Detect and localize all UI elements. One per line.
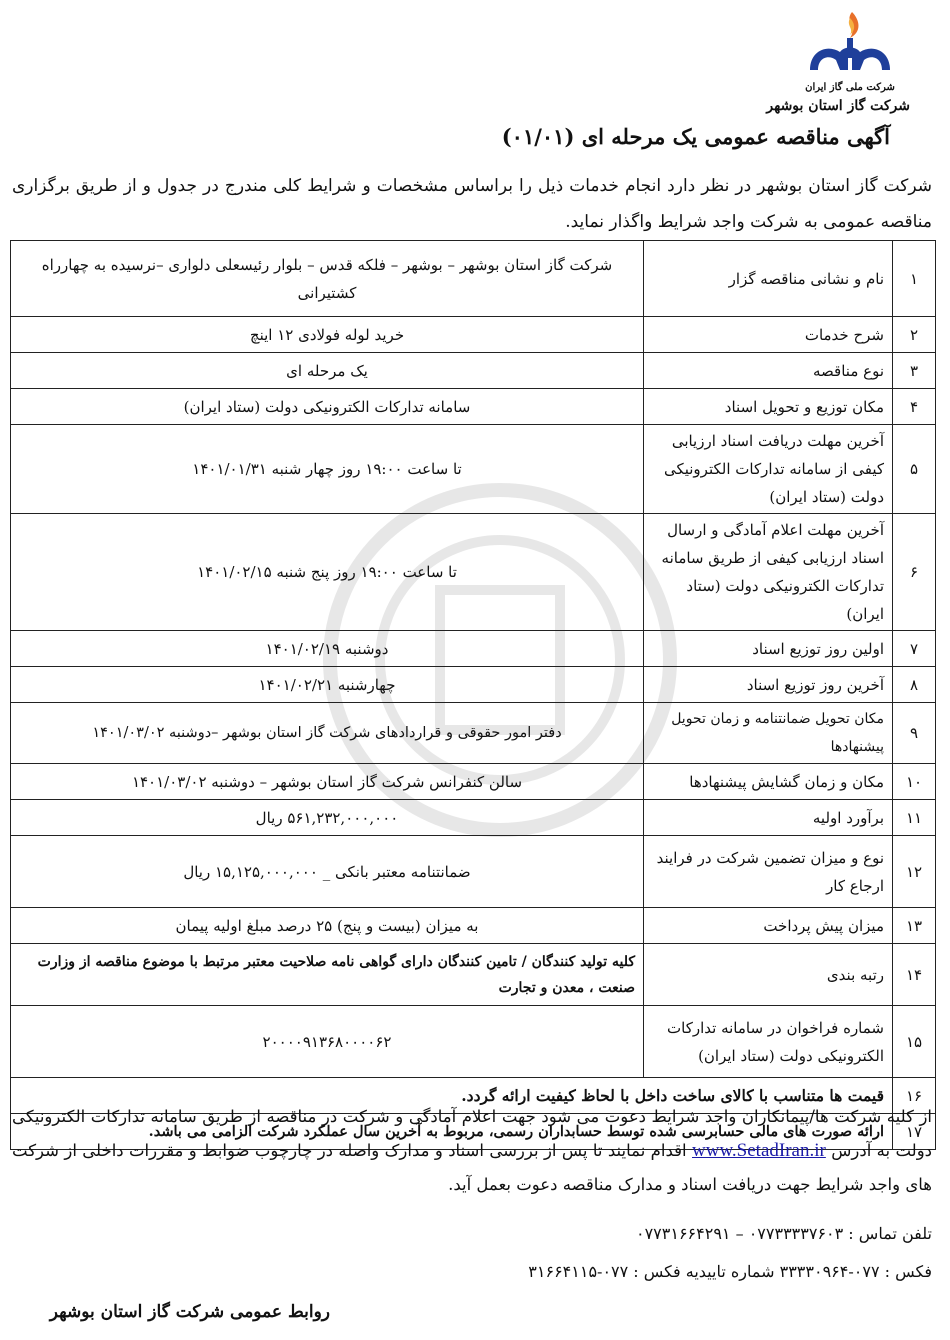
row-number: ۱۰ bbox=[893, 764, 936, 800]
row-number: ۱۳ bbox=[893, 908, 936, 944]
invitation-text-2: اقدام نمایند تا پس از بررسی اسناد و مدارک واصله در چارچوب ضوابط و مقررات داخلی از شرکت های واجد شرایط جهت دریافت اسناد و مدارک مناقصه دعوت بعمل آید. bbox=[12, 1141, 932, 1194]
row-value: کلیه تولید کنندگان / تامین کنندگان دارای گواهی نامه صلاحیت معتبر مرتبط با موضوع مناقصه از وزارت صنعت ، معدن و تجارت bbox=[11, 944, 644, 1006]
table-row bbox=[11, 631, 936, 667]
row-number: ۱۱ bbox=[893, 800, 936, 836]
row-label: اولین روز توزیع اسناد bbox=[644, 631, 893, 667]
table-row bbox=[11, 1006, 936, 1078]
row-note: قیمت ها متناسب با کالای ساخت داخل با لحاظ کیفیت ارائه گردد. bbox=[11, 1078, 893, 1114]
row-label: رتبه بندی bbox=[644, 944, 893, 1006]
row-value: خرید لوله فولادی ۱۲ اینچ bbox=[11, 317, 644, 353]
row-label: آخرین مهلت دریافت اسناد ارزیابی کیفی از سامانه تدارکات الکترونیکی دولت (ستاد ایران) bbox=[644, 425, 893, 514]
table-row bbox=[11, 317, 936, 353]
row-label: نام و نشانی مناقصه گزار bbox=[644, 241, 893, 317]
row-number: ۱۴ bbox=[893, 944, 936, 1006]
row-value: دفتر امور حقوقی و قراردادهای شرکت گاز استان بوشهر –دوشنبه ۱۴۰۱/۰۳/۰۲ bbox=[11, 703, 644, 764]
row-label: شماره فراخوان در سامانه تدارکات الکترونیکی دولت (ستاد ایران) bbox=[644, 1006, 893, 1078]
national-iranian-gas-company-logo bbox=[800, 8, 900, 88]
row-value: ۲۰۰۰۰۹۱۳۶۸۰۰۰۰۶۲ bbox=[11, 1006, 644, 1078]
row-number: ۱۵ bbox=[893, 1006, 936, 1078]
row-value: تا ساعت ۱۹:۰۰ روز پنج شنبه ۱۴۰۱/۰۲/۱۵ bbox=[11, 514, 644, 631]
table-row bbox=[11, 908, 936, 944]
row-label: نوع و میزان تضمین شرکت در فرایند ارجاع کار bbox=[644, 836, 893, 908]
row-number: ۷ bbox=[893, 631, 936, 667]
row-number: ۹ bbox=[893, 703, 936, 764]
row-value: یک مرحله ای bbox=[11, 353, 644, 389]
row-note: ارائه صورت های مالی حسابرسی شده توسط حسابداران رسمی، مربوط به آخرین سال عملکرد شرکت الزامی می باشد. bbox=[11, 1114, 893, 1150]
row-number: ۳ bbox=[893, 353, 936, 389]
public-relations-signature: روابط عمومی شرکت گاز استان بوشهر bbox=[49, 1302, 330, 1322]
row-label: مکان توزیع و تحویل اسناد bbox=[644, 389, 893, 425]
table-row bbox=[11, 703, 936, 764]
row-number: ۸ bbox=[893, 667, 936, 703]
row-label: مکان تحویل ضمانتنامه و زمان تحویل پیشنهادها bbox=[644, 703, 893, 764]
row-label: نوع مناقصه bbox=[644, 353, 893, 389]
table-row bbox=[11, 353, 936, 389]
table-row bbox=[11, 800, 936, 836]
phone-line: تلفن تماس : ۰۷۷۳۳۳۳۷۶۰۳ – ۰۷۷۳۱۶۶۴۲۹۱ bbox=[635, 1224, 932, 1243]
invitation-text-1: از کلیه شرکت ها/پیمانکاران واجد شرایط دعوت می شود جهت اعلام آمادگی و شرکت در مناقصه از طریق سامانه تدارکات الکترونیکی دولت به آدرس bbox=[12, 1107, 933, 1160]
row-value: تا ساعت ۱۹:۰۰ روز چهار شنبه ۱۴۰۱/۰۱/۳۱ bbox=[11, 425, 644, 514]
row-value: چهارشنبه ۱۴۰۱/۰۲/۲۱ bbox=[11, 667, 644, 703]
row-number: ۱۲ bbox=[893, 836, 936, 908]
row-number: ۱۷ bbox=[893, 1114, 936, 1150]
row-label: آخرین مهلت اعلام آمادگی و ارسال اسناد ارزیابی کیفی از طریق سامانه تدارکات الکترونیکی دولت (ستاد ایران) bbox=[644, 514, 893, 631]
logo-caption: شرکت ملی گاز ایران bbox=[805, 82, 895, 93]
table-row bbox=[11, 667, 936, 703]
fax-line: فکس : ۰۷۷-۳۳۳۳۰۹۶۴ شماره تاییدیه فکس : ۰۷۷-۳۱۶۶۴۱۱۵ bbox=[528, 1262, 932, 1281]
invitation-paragraph bbox=[12, 1100, 932, 1202]
row-number: ۱۶ bbox=[893, 1078, 936, 1114]
row-value: دوشنبه ۱۴۰۱/۰۲/۱۹ bbox=[11, 631, 644, 667]
table-row bbox=[11, 425, 936, 514]
setad-iran-link[interactable]: www.SetadIran.ir bbox=[692, 1140, 826, 1161]
row-value: شرکت گاز استان بوشهر – بوشهر – فلکه قدس – بلوار رئیسعلی دلواری –نرسیده به چهارراه کشتیرانی bbox=[11, 241, 644, 317]
intro-paragraph: شرکت گاز استان بوشهر در نظر دارد انجام خدمات ذیل را براساس مشخصات و شرایط کلی مندرج در جدول و از طریق برگزاری مناقصه عمومی به شرکت واجد شرایط واگذار نماید. bbox=[12, 176, 932, 232]
row-number: ۵ bbox=[893, 425, 936, 514]
tender-details-table bbox=[10, 240, 936, 1150]
row-value: ضمانتنامه معتبر بانکی _ ۱۵,۱۲۵,۰۰۰,۰۰۰ ریال bbox=[11, 836, 644, 908]
table-row bbox=[11, 764, 936, 800]
table-row bbox=[11, 944, 936, 1006]
table-row bbox=[11, 241, 936, 317]
table-row bbox=[11, 514, 936, 631]
row-value: سامانه تدارکات الکترونیکی دولت (ستاد ایران) bbox=[11, 389, 644, 425]
row-number: ۱ bbox=[893, 241, 936, 317]
row-label: آخرین روز توزیع اسناد bbox=[644, 667, 893, 703]
row-number: ۶ bbox=[893, 514, 936, 631]
row-value: ۵۶۱,۲۳۲,۰۰۰,۰۰۰ ریال bbox=[11, 800, 644, 836]
company-name: شرکت گاز استان بوشهر bbox=[766, 98, 910, 114]
row-number: ۴ bbox=[893, 389, 936, 425]
table-row bbox=[11, 389, 936, 425]
row-label: میزان پیش پرداخت bbox=[644, 908, 893, 944]
row-label: شرح خدمات bbox=[644, 317, 893, 353]
row-number: ۲ bbox=[893, 317, 936, 353]
page-title: آگهی مناقصه عمومی یک مرحله ای (۰۱/۰۱) bbox=[501, 124, 890, 149]
row-label: مکان و زمان گشایش پیشنهادها bbox=[644, 764, 893, 800]
row-label: برآورد اولیه bbox=[644, 800, 893, 836]
row-value: سالن کنفرانس شرکت گاز استان بوشهر – دوشنبه ۱۴۰۱/۰۳/۰۲ bbox=[11, 764, 644, 800]
row-value: به میزان (بیست و پنج) ۲۵ درصد مبلغ اولیه پیمان bbox=[11, 908, 644, 944]
table-row bbox=[11, 836, 936, 908]
